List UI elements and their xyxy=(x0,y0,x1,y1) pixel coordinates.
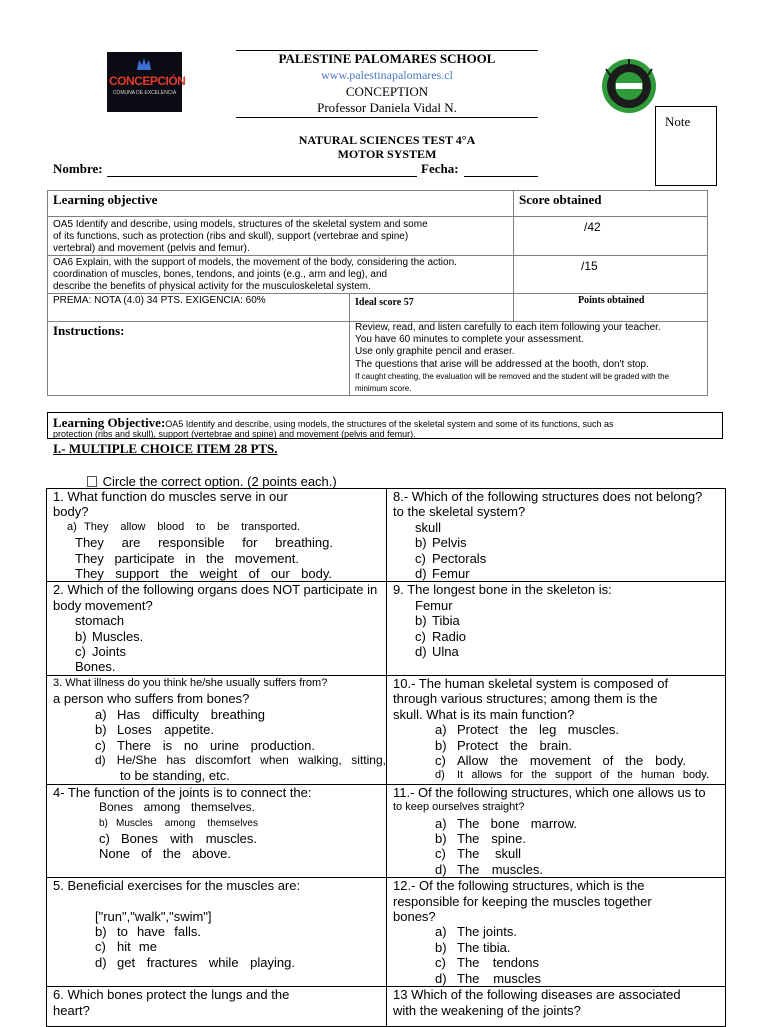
question-6 xyxy=(47,987,387,1027)
question-text: skull. What is its main function? xyxy=(393,706,575,722)
question-text: 12.- Of the following structures, which is the xyxy=(393,878,645,894)
option-text: to have falls. xyxy=(117,923,201,939)
answer-option[interactable] xyxy=(393,535,725,550)
answer-option[interactable]: Femur xyxy=(415,597,453,613)
answer-option[interactable] xyxy=(53,800,386,815)
answer-option[interactable]: They support the weight of our body. xyxy=(75,566,332,582)
points-obtained: Points obtained xyxy=(514,294,708,322)
question-10 xyxy=(387,675,726,784)
question-text: to the skeletal system? xyxy=(393,504,526,520)
question-text: 3. What illness do you think he/she usually suffers from? xyxy=(53,676,328,689)
option-text: Tibia xyxy=(432,613,460,629)
oa6-line: describe the benefits of physical activity for the musculoskeletal system. xyxy=(53,281,371,292)
option-label: c) xyxy=(75,644,86,660)
option-text: Bones among themselves. xyxy=(99,800,255,815)
option-label: d) xyxy=(435,970,447,986)
question-text: 10.- The human skeletal system is composed of xyxy=(393,675,669,691)
answer-option[interactable] xyxy=(53,707,386,722)
option-label: b) xyxy=(99,817,108,829)
answer-option[interactable] xyxy=(393,831,725,846)
option-text: The skull xyxy=(457,846,521,862)
oa6-line: coordination of muscles, bones, tendons, and joints (e.g., arm and leg), and xyxy=(53,269,388,280)
answer-option[interactable] xyxy=(393,862,725,877)
note-box[interactable] xyxy=(655,106,717,186)
question-text: 5. Beneficial exercises for the muscles are: xyxy=(53,878,301,894)
note-label: Note xyxy=(665,114,691,129)
answer-option[interactable] xyxy=(393,768,725,783)
question-text: 8.- Which of the following structures does not belong? xyxy=(393,489,703,504)
answer-option[interactable] xyxy=(393,738,725,753)
question-2 xyxy=(47,582,387,675)
answer-option[interactable]: ["run","walk","swim"] xyxy=(95,908,212,924)
learning-objective-text-2: protection (ribs and skull), support (vertebrae and spine) and movement (pelvis and femur). xyxy=(53,429,416,439)
instruction-item: Review, read, and listen carefully to each item following your teacher. xyxy=(355,322,661,333)
oa5-objective xyxy=(48,217,514,256)
section-title: I.- MULTIPLE CHOICE ITEM 28 PTS. xyxy=(53,441,278,456)
answer-option[interactable] xyxy=(53,939,386,954)
answer-option[interactable]: stomach xyxy=(75,613,125,629)
option-label: b) xyxy=(415,535,427,551)
option-label: a) xyxy=(435,924,447,940)
option-text: The joints. xyxy=(457,924,517,940)
school-city: CONCEPTION xyxy=(345,84,429,99)
option-label: d) xyxy=(435,861,447,877)
question-text: heart? xyxy=(53,1002,90,1018)
checkbox-icon xyxy=(87,476,97,487)
learning-objective-text: OA5 Identify and describe, using models, the structures of the skeletal system and some of its functions, such as xyxy=(165,419,614,429)
option-label: d) xyxy=(415,644,427,660)
prema-cell: PREMA: NOTA (4.0) 34 PTS. EXIGENCIA: 60% xyxy=(48,294,350,322)
option-text: Allow the movement of the body. xyxy=(457,752,686,768)
logo-left-subtext: COMUNA DE EXCELENCIA xyxy=(112,90,177,96)
instruction-item: If caught cheating, the evaluation will be removed and the student will be graded with the minimum score. xyxy=(355,371,669,394)
answer-option[interactable] xyxy=(53,924,386,939)
logo-left-text: CONCEPCIÓN xyxy=(109,74,186,88)
question-text: 9. The longest bone in the skeleton is: xyxy=(393,582,612,598)
answer-option[interactable]: skull xyxy=(415,519,442,535)
option-label: a) xyxy=(435,815,447,831)
option-text: He/She has discomfort when walking, sitting, xyxy=(116,752,386,767)
instruction-item: Use only graphite pencil and eraser. xyxy=(355,346,515,358)
questions-table xyxy=(46,488,726,1027)
answer-option[interactable] xyxy=(53,629,386,644)
oa6-objective xyxy=(48,256,514,294)
option-text: Joints xyxy=(92,644,126,660)
answer-option[interactable] xyxy=(393,566,725,581)
answer-option[interactable] xyxy=(53,831,386,846)
option-label: a) xyxy=(95,706,107,722)
option-text: The spine. xyxy=(457,830,526,846)
oa6-score: /15 xyxy=(514,256,708,294)
question-4 xyxy=(47,784,387,877)
option-text: Femur xyxy=(432,566,470,582)
option-label: b) xyxy=(75,628,87,644)
answer-option[interactable] xyxy=(53,644,386,659)
question-text: to keep ourselves straight? xyxy=(393,801,525,814)
option-label: b) xyxy=(435,939,447,955)
section-instruction-text: Circle the correct option. (2 points each.) xyxy=(99,474,337,489)
question-3 xyxy=(47,675,387,784)
answer-option[interactable] xyxy=(53,846,386,861)
answer-option[interactable]: Bones. xyxy=(75,659,116,675)
answer-option[interactable] xyxy=(393,971,725,986)
question-text: 2. Which of the following organs does NOT participate in xyxy=(53,582,378,598)
answer-option[interactable] xyxy=(53,722,386,737)
option-text: Pelvis xyxy=(432,535,467,551)
instructions-list xyxy=(350,322,708,396)
option-text: Has difficulty breathing xyxy=(117,706,265,722)
option-label: d) xyxy=(95,954,107,970)
option-label: b) xyxy=(415,613,427,629)
test-subtitle: MOTOR SYSTEM xyxy=(337,147,437,161)
oa5-line: of its functions, such as protection (ribs and skull), support (vertebrae and spine) xyxy=(53,231,409,242)
answer-option[interactable] xyxy=(393,722,725,737)
question-9 xyxy=(387,582,726,675)
option-text: It allows for the support of the human body. xyxy=(457,769,709,782)
school-website-link[interactable]: www.palestinapalomares.cl xyxy=(321,68,453,82)
option-label: b) xyxy=(95,722,107,738)
learning-objective-label: Learning Objective: xyxy=(53,415,166,430)
instruction-item: You have 60 minutes to complete your assessment. xyxy=(355,334,584,346)
question-text: 4- The function of the joints is to connect the: xyxy=(53,784,312,800)
option-label: a) xyxy=(67,520,77,533)
answer-option[interactable] xyxy=(393,846,725,861)
answer-option[interactable] xyxy=(53,955,386,970)
option-text: The muscles xyxy=(457,970,541,986)
option-label: c) xyxy=(435,752,446,768)
answer-option[interactable] xyxy=(53,520,386,535)
answer-option[interactable] xyxy=(53,816,386,831)
answer-option[interactable] xyxy=(393,613,725,628)
answer-option[interactable] xyxy=(393,629,725,644)
answer-option[interactable] xyxy=(393,644,725,659)
option-text: The muscles. xyxy=(457,861,543,877)
question-text: 11.- Of the following structures, which one allows us to xyxy=(393,784,706,800)
option-text: Muscles among themselves xyxy=(116,817,258,829)
option-text: They allow blood to be transported. xyxy=(84,520,300,533)
date-label: Fecha: xyxy=(421,161,459,176)
option-text: Muscles. xyxy=(92,628,144,644)
option-text: Ulna xyxy=(432,644,459,660)
name-field[interactable] xyxy=(107,176,417,177)
oa5-line: OA5 Identify and describe, using models, structures of the skeletal system and some xyxy=(53,219,428,230)
answer-option[interactable]: They participate in the movement. xyxy=(75,550,299,566)
option-label: a) xyxy=(435,722,447,738)
option-text: Protect the leg muscles. xyxy=(457,722,619,738)
answer-option[interactable] xyxy=(393,551,725,566)
answer-option[interactable] xyxy=(393,753,725,768)
option-label: c) xyxy=(415,628,426,644)
name-label: Nombre: xyxy=(53,161,103,176)
question-text: 1. What function do muscles serve in our xyxy=(53,489,288,504)
option-label: c) xyxy=(435,955,446,971)
test-title: NATURAL SCIENCES TEST 4°A xyxy=(298,133,476,147)
question-text: responsible for keeping the muscles together xyxy=(393,893,652,909)
question-text: body? xyxy=(53,504,89,520)
option-label: b) xyxy=(95,923,107,939)
option-label: c) xyxy=(415,550,426,566)
question-13 xyxy=(387,987,726,1027)
answer-option[interactable] xyxy=(393,955,725,970)
date-field[interactable] xyxy=(464,176,538,177)
answer-option[interactable] xyxy=(393,816,725,831)
option-label: b) xyxy=(435,737,447,753)
option-label: b) xyxy=(435,830,447,846)
school-name: PALESTINE PALOMARES SCHOOL xyxy=(278,51,496,66)
school-logo-left xyxy=(107,52,186,112)
question-text: body movement? xyxy=(53,597,153,613)
option-text: The tendons xyxy=(457,955,539,971)
option-label: c) xyxy=(95,939,106,955)
option-label: c) xyxy=(95,737,106,753)
option-text: get fractures while playing. xyxy=(117,954,295,970)
option-text: hit me xyxy=(117,939,157,955)
instructions-label: Instructions: xyxy=(48,322,350,396)
option-text: Pectorals xyxy=(432,550,487,566)
crown-icon xyxy=(135,56,153,72)
objective-header: Learning objective xyxy=(48,191,514,217)
answer-option[interactable] xyxy=(393,940,725,955)
header-rule-bottom xyxy=(236,117,538,118)
option-text: There is no urine production. xyxy=(117,737,315,753)
oa5-line: vertebral) and movement (pelvis and femur). xyxy=(53,243,250,254)
objectives-table xyxy=(47,190,708,396)
option-text: Protect the brain. xyxy=(457,737,572,753)
question-1 xyxy=(47,489,387,582)
instruction-item: The questions that arise will be addressed at the booth, don't stop. xyxy=(355,358,649,370)
option-label: c) xyxy=(435,846,446,862)
ideal-score: Ideal score 57 xyxy=(350,294,514,322)
answer-option[interactable] xyxy=(393,924,725,939)
answer-option-continued: to be standing, etc. xyxy=(120,768,230,784)
question-text: through various structures; among them is the xyxy=(393,691,658,707)
option-text: None of the above. xyxy=(99,846,231,862)
answer-option[interactable] xyxy=(53,753,386,768)
option-label: d) xyxy=(435,769,445,782)
question-12 xyxy=(387,878,726,987)
question-text: with the weakening of the joints? xyxy=(393,1002,581,1018)
option-text: The tibia. xyxy=(457,939,511,955)
option-text: Bones with muscles. xyxy=(121,830,257,846)
option-text: The bone marrow. xyxy=(457,815,577,831)
question-text: a person who suffers from bones? xyxy=(53,691,250,707)
question-text: 6. Which bones protect the lungs and the xyxy=(53,987,290,1003)
option-text: Loses appetite. xyxy=(117,722,214,738)
professor-name: Professor Daniela Vidal N. xyxy=(317,100,457,115)
oa6-line: OA6 Explain, with the support of models, the movement of the body, considering the action. xyxy=(53,257,457,268)
answer-option[interactable] xyxy=(53,738,386,753)
option-label: c) xyxy=(99,830,110,846)
option-label: d) xyxy=(415,566,427,582)
question-text: 13 Which of the following diseases are associated xyxy=(393,987,681,1003)
section-instruction xyxy=(87,474,337,489)
question-8 xyxy=(387,489,726,582)
question-11 xyxy=(387,784,726,877)
option-text: Radio xyxy=(432,628,466,644)
score-header: Score obtained xyxy=(514,191,708,217)
answer-option[interactable]: They are responsible for breathing. xyxy=(75,535,333,551)
question-text: bones? xyxy=(393,908,436,924)
oa5-score: /42 xyxy=(514,217,708,256)
learning-objective-box xyxy=(47,412,723,439)
question-5 xyxy=(47,878,387,987)
option-label: d) xyxy=(95,752,106,767)
school-seal-icon xyxy=(596,57,662,115)
